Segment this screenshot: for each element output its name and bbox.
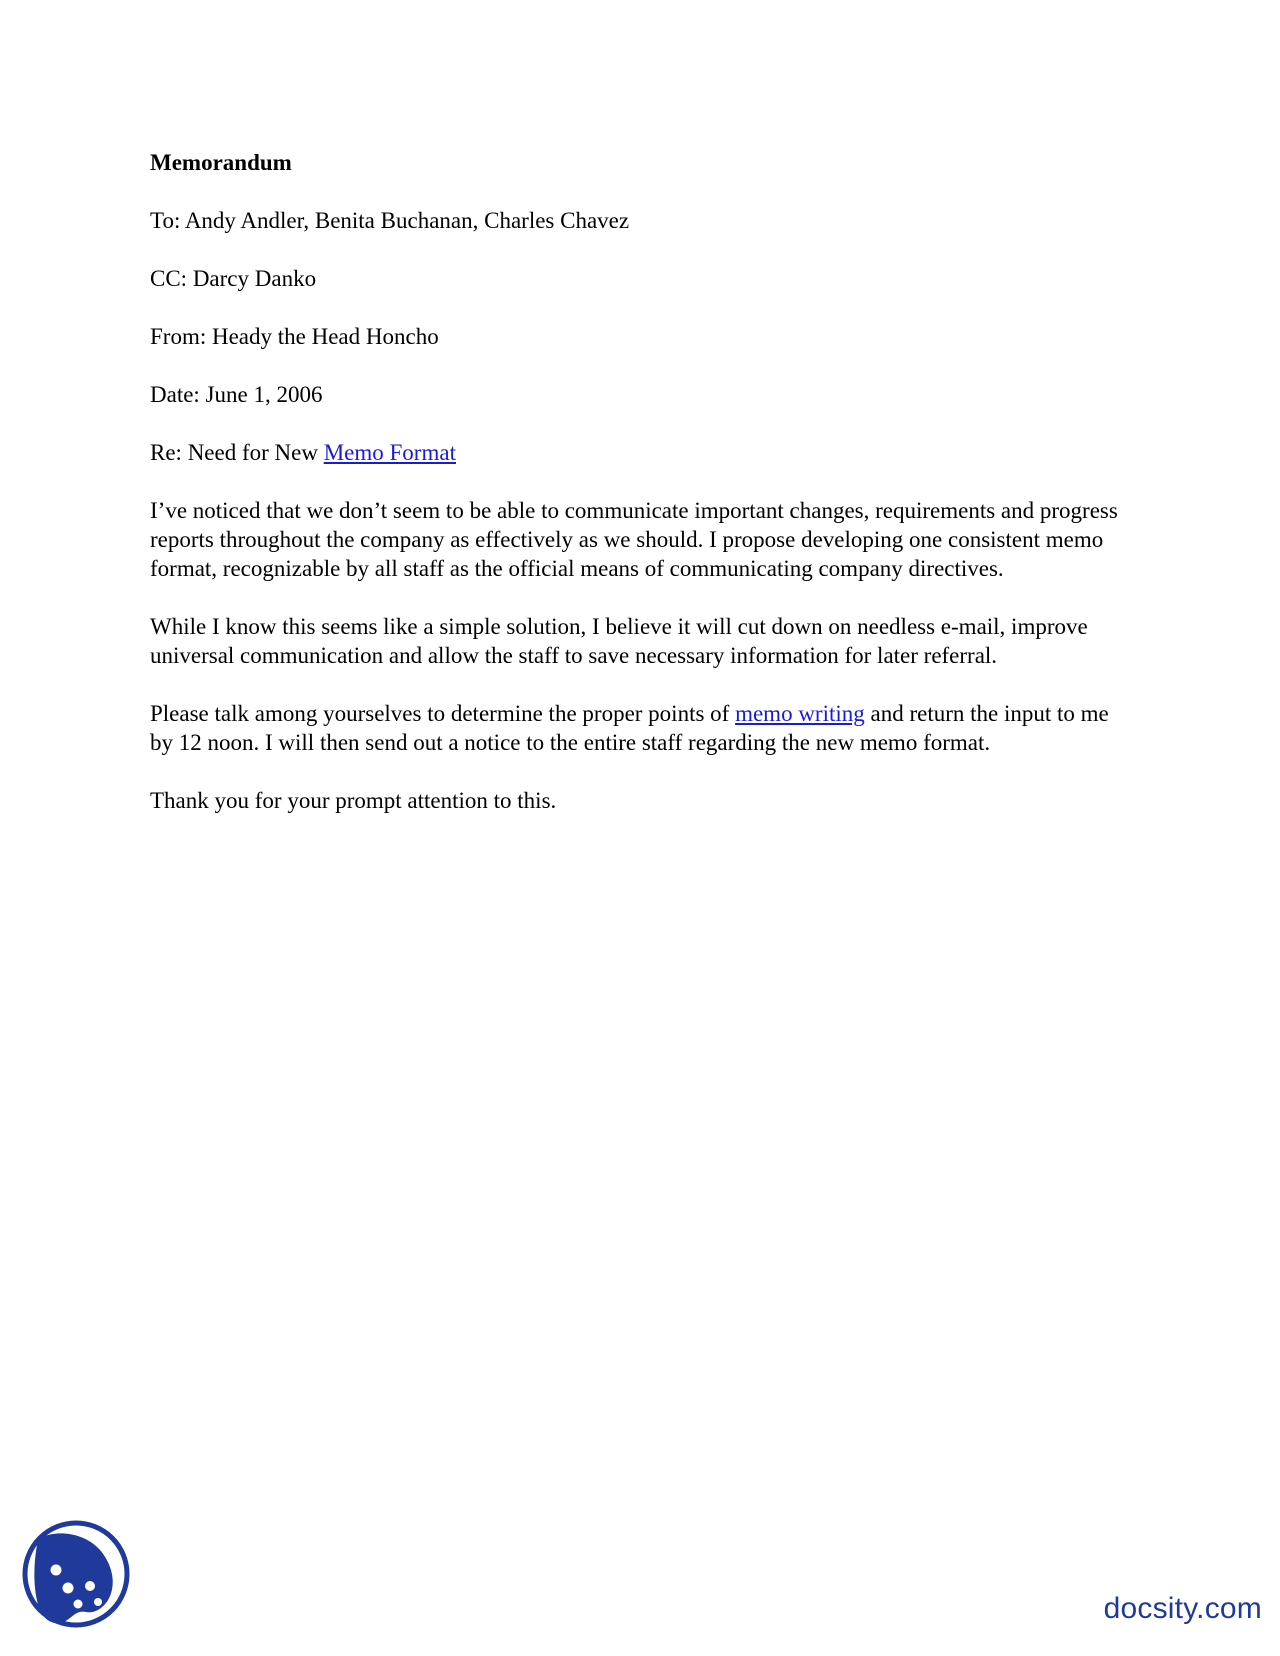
docsity-brand-text[interactable]: docsity.com	[1103, 1592, 1262, 1625]
memo-paragraph-3	[150, 699, 1135, 757]
memo-title: Memorandum	[150, 150, 292, 175]
memo-date-line: Date: June 1, 2006	[150, 382, 323, 407]
memo-re-prefix: Re: Need for New	[150, 440, 324, 465]
memo-from-line: From: Heady the Head Honcho	[150, 324, 439, 349]
memo-paragraph-2: While I know this seems like a simple solution, I believe it will cut down on needless e-mail, improve universal communication and allow the staff to save necessary information for later referral.	[150, 614, 1088, 668]
memo-cc-line: CC: Darcy Danko	[150, 266, 317, 291]
memo-paragraph-3-end: and return the input to me by 12 noon. I will then send out a notice to the entire staff regarding the new memo format.	[150, 701, 1109, 755]
memo-closing: Thank you for your prompt attention to this.	[150, 788, 557, 813]
memo-format-link[interactable]: Memo Format	[323, 440, 456, 465]
memo-body	[150, 148, 1135, 844]
memo-paragraph-3-start: Please talk among yourselves to determine the proper points of	[150, 701, 736, 726]
docsity-logo-icon	[20, 1518, 132, 1630]
memo-paragraph-1: I’ve noticed that we don’t seem to be able to communicate important changes, requirements and progress reports throughout the company as effectively as we should. I propose developing one consistent memo format, recognizable by all staff as the official means of communicating company directives.	[150, 498, 1118, 581]
memo-to-line: To: Andy Andler, Benita Buchanan, Charles Chavez	[150, 208, 630, 233]
memo-re-line	[150, 438, 1135, 467]
memo-writing-link[interactable]: memo writing	[735, 701, 865, 726]
